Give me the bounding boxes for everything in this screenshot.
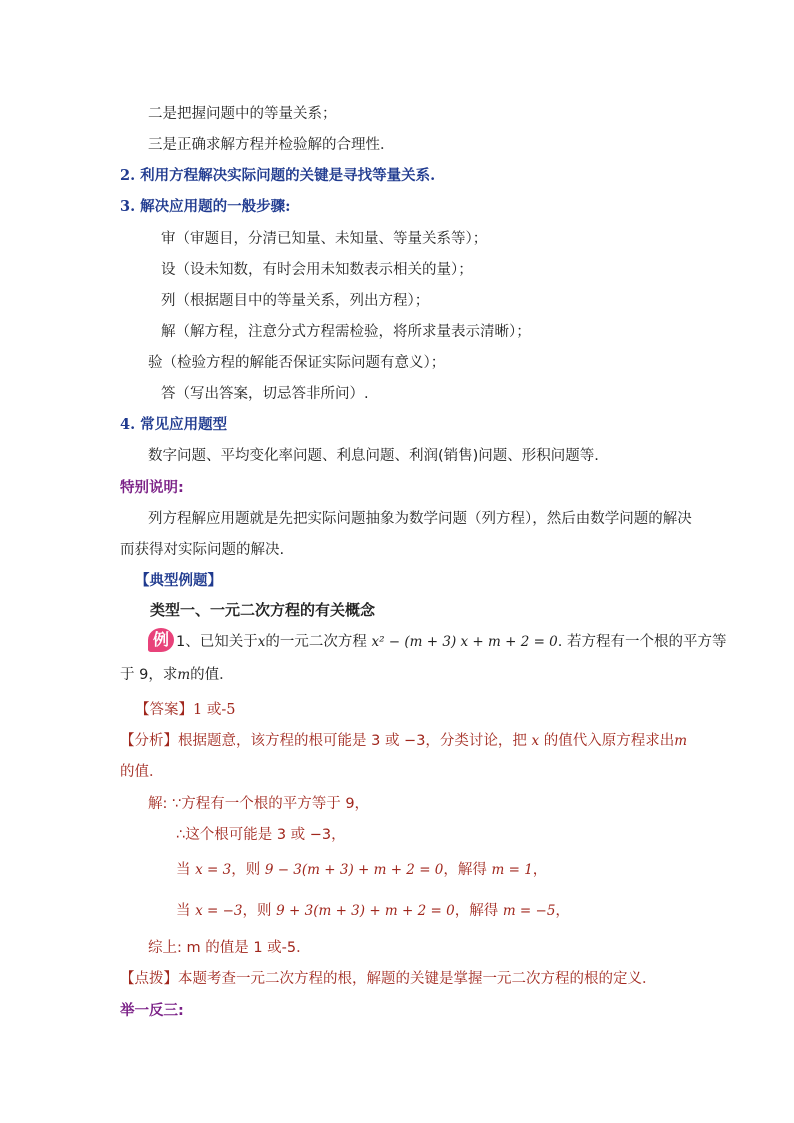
solution-case-2 <box>176 901 570 921</box>
solution-case-1 <box>176 860 547 880</box>
solution-line: ∴这个根可能是 3 或 −3， <box>176 827 346 843</box>
solution-text: ，解得 <box>454 903 499 919</box>
analysis-text: 的值代入原方程求出 <box>543 733 675 749</box>
text-line: 三是正确求解方程并检验解的合理性． <box>148 137 395 153</box>
step-set: 设（设未知数，有时会用未知数表示相关的量）； <box>161 262 473 278</box>
equation: 9 + 3(m + 3) + m + 2 = 0 <box>276 903 455 919</box>
var-m: m <box>674 733 688 749</box>
text-line: 二是把握问题中的等量关系； <box>148 106 337 122</box>
tip-text: 本题考查一元二次方程的根，解题的关键是掌握一元二次方程的根的定义． <box>178 971 657 987</box>
solution-line: 解: ∵方程有一个根的平方等于 9， <box>148 796 370 812</box>
step-answer: 答（写出答案，切忌答非所问）. <box>161 386 369 402</box>
analysis-label: 【分析】 <box>120 733 178 749</box>
tip-line <box>120 969 657 989</box>
question-text: 的一元二次方程 <box>265 634 367 650</box>
text-line: 而获得对实际问题的解决. <box>120 542 285 558</box>
summary-line: 综上: m 的值是 1 或-5． <box>148 940 311 956</box>
text-line: 数字问题、平均变化率问题、利息问题、利润(销售)问题、形积问题等. <box>148 448 599 464</box>
text-line: 列方程解应用题就是先把实际问题抽象为数学问题（列方程），然后由数学问题的解决 <box>148 511 692 527</box>
step-check: 验（检验方程的解能否保证实际问题有意义）； <box>148 355 446 371</box>
solution-text: ，解得 <box>443 862 487 878</box>
example-question <box>176 632 727 652</box>
section-heading: 3. 解决应用题的一般步骤: <box>120 198 291 215</box>
typical-examples-heading: 【典型例题】 <box>135 573 222 589</box>
answer-value: 1 或-5 <box>193 702 236 718</box>
example-badge-icon: 例 <box>148 628 174 652</box>
question-text: 的值． <box>190 667 234 683</box>
equation: m = −5 <box>502 903 556 919</box>
equation: 9 − 3(m + 3) + m + 2 = 0 <box>264 862 444 878</box>
solution-text: ， <box>555 903 570 919</box>
var-x: x <box>257 634 266 650</box>
special-note-heading: 特别说明: <box>120 480 184 496</box>
analysis-text: 的值． <box>120 764 164 780</box>
analysis-line <box>120 731 687 751</box>
answer-label: 【答案】 <box>135 702 193 718</box>
solution-text: ，则 <box>242 903 272 919</box>
equation: m = 1 <box>491 862 533 878</box>
step-review: 审（审题目，分清已知量、未知量、等量关系等）； <box>161 231 488 247</box>
equation: x² − (m + 3) x + m + 2 = 0 <box>371 634 558 650</box>
question-text: . 若方程有一个根的平方等 <box>557 634 727 650</box>
solution-text: 当 <box>176 903 191 919</box>
section-heading: 4. 常见应用题型 <box>120 416 228 433</box>
section-heading: 2. 利用方程解决实际问题的关键是寻找等量关系. <box>120 167 436 184</box>
practice-heading: 举一反三: <box>120 1003 184 1019</box>
solution-text: ， <box>532 862 548 878</box>
solution-text: 当 <box>176 862 191 878</box>
step-solve: 解（解方程，注意分式方程需检验，将所求量表示清晰）； <box>161 324 531 340</box>
tip-label: 【点拨】 <box>120 971 178 987</box>
question-text: 1、已知关于 <box>176 634 258 650</box>
solution-text: ，则 <box>231 862 261 878</box>
type-heading: 类型一、一元二次方程的有关概念 <box>150 601 376 619</box>
analysis-text: 根据题意，该方程的根可能是 3 或 −3，分类讨论，把 <box>178 733 527 749</box>
step-list: 列（根据题目中的等量关系，列出方程）； <box>161 293 430 309</box>
var-m: m <box>177 667 191 683</box>
answer-line <box>135 700 235 720</box>
var-x: x <box>531 733 540 749</box>
equation: x = −3 <box>195 903 243 919</box>
equation: x = 3 <box>195 862 232 878</box>
example-question <box>120 665 234 685</box>
question-text: 于 9，求 <box>120 667 178 683</box>
